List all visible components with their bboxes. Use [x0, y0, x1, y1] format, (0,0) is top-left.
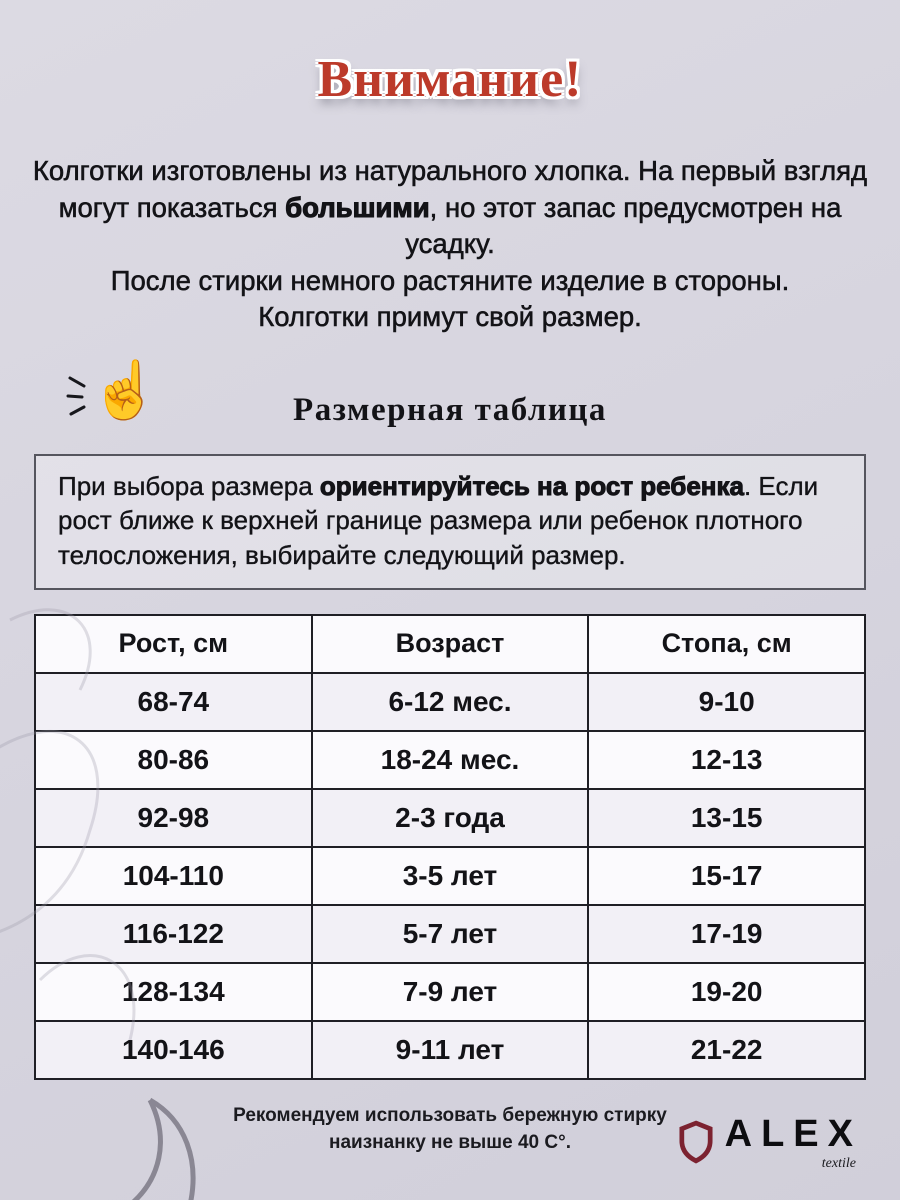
size-table	[34, 614, 866, 1080]
care-note-line-2: наизнанку не выше 40 C°.	[329, 1132, 571, 1154]
table-row	[35, 847, 865, 905]
cell-foot: 12-13	[588, 731, 865, 789]
cell-age: 6-12 мес.	[312, 673, 589, 731]
cell-height: 116-122	[35, 905, 312, 963]
cell-age: 18-24 мес.	[312, 731, 589, 789]
intro-text-2: , но этот запас предусмотрен на усадку.	[405, 191, 842, 260]
note-text-2: . Если рост ближе к верхней границе размера или ребенок плотного телосложения, выбирайте следующий размер.	[58, 470, 819, 570]
size-section-header	[0, 357, 900, 438]
col-header-age: Возраст	[312, 615, 589, 673]
size-advice-note	[34, 454, 866, 590]
cell-height: 128-134	[35, 963, 312, 1021]
attention-title: Внимание!	[317, 51, 583, 108]
brand-subtitle: textile	[821, 1156, 856, 1171]
brand-name: ALEX	[724, 1113, 862, 1155]
cell-foot: 15-17	[588, 847, 865, 905]
intro-line-3: Колготки примут свой размер.	[258, 301, 642, 333]
cell-age: 2-3 года	[312, 789, 589, 847]
cell-age: 3-5 лет	[312, 847, 589, 905]
shield-icon	[679, 1120, 713, 1164]
size-table-container	[34, 614, 866, 1080]
pointing-hand-icon: ☝	[66, 362, 150, 442]
note-emphasis: ориентируйтесь на рост ребенка	[319, 470, 744, 501]
cell-foot: 17-19	[588, 905, 865, 963]
intro-text-1: Колготки изготовлены из натурального хлопка. На первый взгляд могут показаться	[32, 155, 868, 223]
cell-foot: 19-20	[588, 963, 865, 1021]
care-note-line-1: Рекомендуем использовать бережную стирку	[233, 1104, 667, 1126]
brand-text	[725, 1113, 862, 1170]
cell-foot: 9-10	[588, 673, 865, 731]
table-row	[35, 731, 865, 789]
cell-foot: 13-15	[588, 789, 865, 847]
table-row	[35, 673, 865, 731]
size-table-heading: Размерная таблица	[293, 391, 607, 428]
col-header-height: Рост, см	[35, 615, 312, 673]
cell-height: 92-98	[35, 789, 312, 847]
cell-height: 68-74	[35, 673, 312, 731]
table-row	[35, 905, 865, 963]
table-row	[35, 1021, 865, 1079]
cell-height: 80-86	[35, 731, 312, 789]
col-header-foot: Стопа, см	[588, 615, 865, 673]
brand-logo	[679, 1113, 862, 1170]
intro-line-2: После стирки немного растяните изделие в стороны.	[110, 264, 790, 296]
cell-age: 5-7 лет	[312, 905, 589, 963]
table-row	[35, 789, 865, 847]
table-header-row	[35, 615, 865, 673]
cell-height: 140-146	[35, 1021, 312, 1079]
cell-age: 9-11 лет	[312, 1021, 589, 1079]
table-row	[35, 963, 865, 1021]
cell-height: 104-110	[35, 847, 312, 905]
intro-emphasis: большими	[285, 191, 430, 223]
cell-age: 7-9 лет	[312, 963, 589, 1021]
note-text-1: При выбора размера	[58, 470, 320, 501]
intro-line-1	[22, 153, 878, 263]
cell-foot: 21-22	[588, 1021, 865, 1079]
intro-paragraph	[22, 153, 878, 336]
